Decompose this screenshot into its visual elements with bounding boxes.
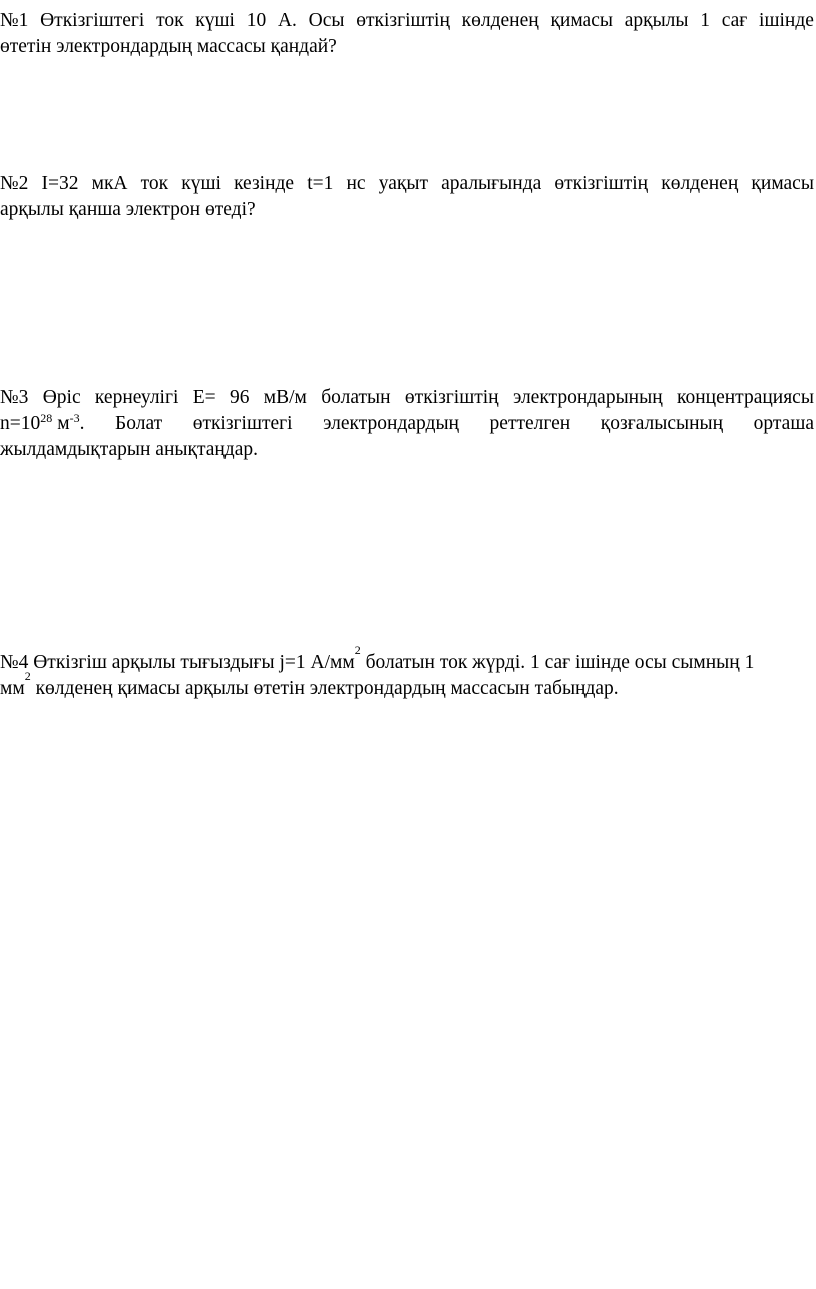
word: ішінде [759, 10, 814, 31]
word: қимасы [550, 10, 613, 31]
word: Осы [308, 10, 345, 31]
problem-3-line-3-text: жылдамдықтарын анықтаңдар. [0, 439, 259, 460]
area-unit-exponent: 2 [354, 643, 361, 657]
problem-2-line-2-text: арқылы қанша электрон өтеді? [0, 199, 256, 220]
word: көлденең [461, 10, 539, 31]
word: күші [181, 173, 221, 194]
problem-4-line-2 [0, 669, 814, 702]
problem-4 [0, 643, 814, 702]
word: ток [140, 173, 169, 194]
word: Өткізгіштегі [40, 10, 145, 31]
problem-4-line-2-text-b: көлденең қимасы арқылы өтетін электрондардың массасын табыңдар. [30, 678, 619, 699]
problem-1-line-1 [0, 8, 814, 34]
word: электрондардың [323, 413, 459, 434]
word: қимасы [751, 173, 814, 194]
word: ток [156, 10, 184, 31]
word: Болат [115, 413, 163, 434]
word: электрондарының [512, 387, 663, 408]
problem-3-line-3 [0, 437, 814, 463]
problem-1 [0, 8, 814, 60]
area-unit-exponent: 2 [24, 669, 31, 683]
word: өткізгіштің [404, 387, 499, 408]
concentration-unit-exponent: -3 [69, 411, 80, 425]
problem-3 [0, 385, 814, 463]
word: уақыт [378, 173, 428, 194]
word: 96 [229, 387, 250, 408]
word: №1 [0, 10, 29, 31]
word: өткізгіштің [554, 173, 649, 194]
problem-2 [0, 171, 814, 223]
word: мкА [91, 173, 128, 194]
word: кернеулігі [94, 387, 179, 408]
word: арқылы [624, 10, 689, 31]
word: 10 [246, 10, 267, 31]
sentence-period: . [79, 413, 85, 434]
word: E= [192, 387, 216, 408]
problem-3-line-1 [0, 385, 814, 411]
problem-3-line-2 [0, 411, 814, 437]
word: өткізгіштің [356, 10, 450, 31]
word: күші [195, 10, 235, 31]
word: нс [346, 173, 366, 194]
word: мВ/м [263, 387, 307, 408]
word: №2 [0, 173, 29, 194]
problem-2-line-1 [0, 171, 814, 197]
problem-4-line-1-text-a: №4 Өткізгіш арқылы тығыздығы j=1 А/мм [0, 652, 355, 673]
word: қозғалысының [600, 413, 724, 434]
word: А. [277, 10, 297, 31]
word: 1 [700, 10, 711, 31]
concentration-unit: м [57, 413, 70, 434]
concentration-exponent: 28 [40, 411, 53, 425]
problem-1-line-2-text: өтетін электрондардың массасы қандай? [0, 36, 337, 57]
problem-4-line-1-text-b: болатын ток жүрді. 1 сағ ішінде осы сымның 1 [360, 652, 755, 673]
word: орташа [753, 413, 814, 434]
word: №3 [0, 387, 29, 408]
concentration-base: n=10 [0, 413, 41, 434]
word: көлденең [661, 173, 739, 194]
problem-1-line-2 [0, 34, 814, 60]
problem-4-line-2-text-a: мм [0, 678, 25, 699]
word: Өріс [42, 387, 81, 408]
word: t=1 [307, 173, 334, 194]
word: I=32 [41, 173, 79, 194]
concentration-value [0, 411, 84, 437]
word: кезінде [234, 173, 295, 194]
word: болатын [321, 387, 391, 408]
word: концентрациясы [676, 387, 814, 408]
word: реттелген [489, 413, 571, 434]
word: сағ [721, 10, 748, 31]
problem-2-line-2 [0, 197, 814, 223]
word: өткізгіштегі [192, 413, 293, 434]
problem-4-line-1 [0, 643, 814, 676]
word: аралығында [441, 173, 542, 194]
